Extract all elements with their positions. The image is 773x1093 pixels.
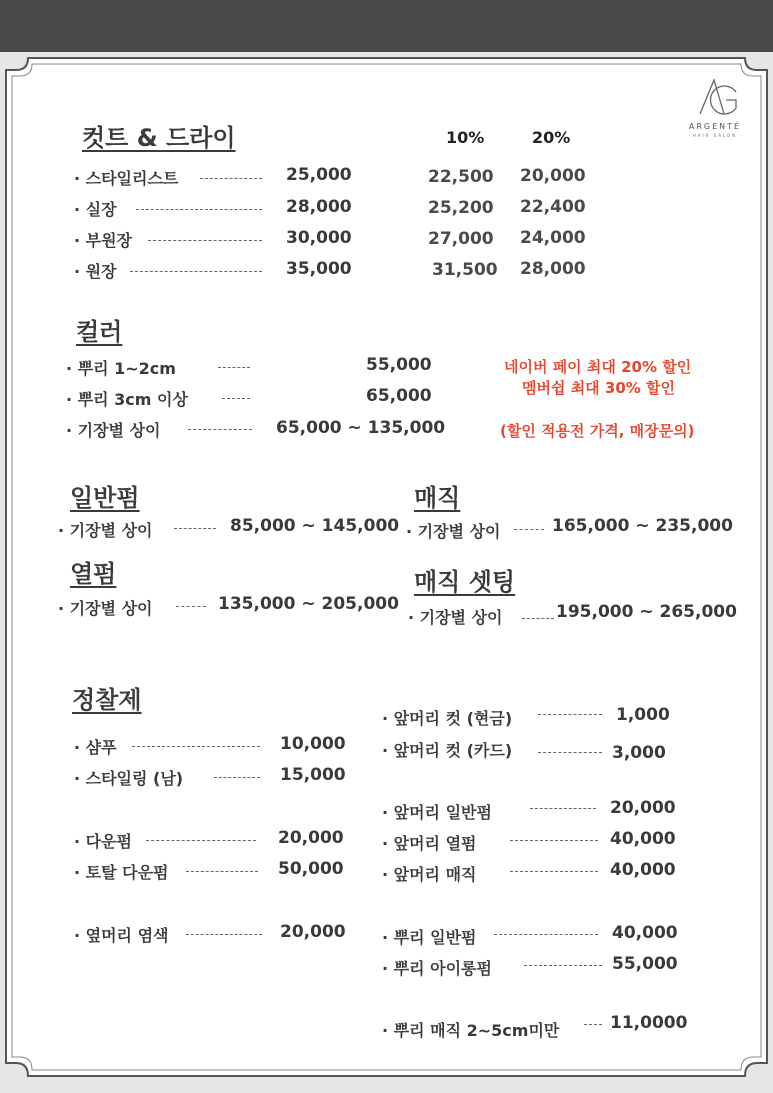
dotted-leader	[188, 429, 252, 430]
fixed-left-total-downperm-price: 50,000	[278, 859, 344, 879]
magic-setting-title: 매직 셋팅	[414, 568, 516, 596]
fixed-right-bangs-cash-price: 1,000	[616, 705, 670, 725]
fixed-right-bangs-card: · 앞머리 컷 (카드)	[382, 741, 513, 760]
fixed-right-bangs-heat-price: 40,000	[610, 829, 676, 849]
cut-d20-deputy: 24,000	[520, 228, 586, 248]
perm-label: · 기장별 상이	[58, 521, 153, 540]
fixed-left-side-dye-price: 20,000	[280, 922, 346, 942]
magic-price: 165,000 ~ 235,000	[552, 516, 733, 536]
color-price-root12: 55,000	[366, 355, 432, 375]
cut-title: 컷트 & 드라이	[82, 124, 236, 152]
fixed-left-side-dye: · 옆머리 염색	[74, 926, 169, 945]
fixed-left-total-downperm: · 토탈 다운펌	[74, 863, 169, 882]
magic-setting-price: 195,000 ~ 265,000	[556, 602, 737, 622]
cut-d20-manager: 22,400	[520, 197, 586, 217]
fixed-right-bangs-cash: · 앞머리 컷 (현금)	[382, 709, 513, 728]
dotted-leader	[148, 240, 262, 241]
fixed-right-root-iron-price: 55,000	[612, 954, 678, 974]
fixed-left-shampoo-price: 10,000	[280, 734, 346, 754]
fixed-price-title: 정찰제	[72, 686, 142, 714]
dotted-leader	[200, 178, 262, 179]
top-header-bar	[0, 0, 773, 52]
fixed-right-root-iron: · 뿌리 아이롱펌	[382, 959, 492, 978]
logo-brand-text: ARGENTÉ	[688, 122, 742, 131]
dotted-leader	[510, 871, 598, 872]
cut-price-stylist: 25,000	[286, 165, 352, 185]
heat-perm-label: · 기장별 상이	[58, 599, 153, 618]
fixed-right-root-magic-price: 11,0000	[610, 1013, 688, 1033]
cut-d10-manager: 25,200	[428, 198, 494, 218]
dotted-leader	[510, 840, 598, 841]
dotted-leader	[132, 746, 260, 747]
cut-d20-stylist: 20,000	[520, 166, 586, 186]
fixed-right-root-perm-price: 40,000	[612, 923, 678, 943]
cut-price-director: 35,000	[286, 259, 352, 279]
fixed-right-bangs-magic-price: 40,000	[610, 860, 676, 880]
heat-perm-price: 135,000 ~ 205,000	[218, 594, 399, 614]
color-price-root3: 65,000	[366, 386, 432, 406]
logo-sub-text: HAIR SALON	[692, 133, 738, 138]
color-label-length: · 기장별 상이	[66, 421, 161, 440]
fixed-right-bangs-card-price: 3,000	[612, 743, 666, 763]
dotted-leader	[584, 1024, 602, 1025]
color-title: 컬러	[76, 318, 123, 346]
argente-logo-icon	[680, 74, 750, 122]
discount-10-header: 10%	[446, 128, 485, 147]
dotted-leader	[524, 965, 602, 966]
dotted-leader	[494, 934, 598, 935]
fixed-right-bangs-heat: · 앞머리 열펌	[382, 834, 477, 853]
dotted-leader	[146, 840, 256, 841]
discount-disclaimer-note: (할인 적용전 가격, 매장문의)	[500, 422, 695, 440]
dotted-leader	[130, 271, 262, 272]
fixed-right-bangs-magic: · 앞머리 매직	[382, 865, 477, 884]
dotted-leader	[174, 528, 216, 529]
cut-label-deputy: · 부원장	[74, 231, 133, 250]
dotted-leader	[222, 398, 250, 399]
magic-label: · 기장별 상이	[406, 522, 501, 541]
cut-label-manager: · 실장	[74, 200, 117, 219]
dotted-leader	[214, 777, 260, 778]
color-label-root3: · 뿌리 3cm 이상	[66, 390, 188, 409]
naver-pay-discount-note: 네이버 페이 최대 20% 할인	[504, 358, 692, 376]
fixed-right-bangs-perm: · 앞머리 일반펌	[382, 803, 492, 822]
dotted-leader	[136, 209, 262, 210]
dotted-leader	[522, 618, 554, 619]
discount-20-header: 20%	[532, 128, 571, 147]
dotted-leader	[218, 367, 250, 368]
cut-d10-stylist: 22,500	[428, 167, 494, 187]
membership-discount-note: 멤버쉽 최대 30% 할인	[522, 379, 676, 397]
fixed-left-downperm: · 다운펌	[74, 832, 133, 851]
fixed-left-shampoo: · 샴푸	[74, 738, 117, 757]
fixed-left-styling-price: 15,000	[280, 765, 346, 785]
cut-d10-director: 31,500	[432, 260, 498, 280]
dotted-leader	[530, 808, 596, 809]
dotted-leader	[176, 606, 206, 607]
cut-label-director: · 원장	[74, 262, 117, 281]
dotted-leader	[186, 871, 258, 872]
dotted-leader	[538, 752, 602, 753]
color-label-root12: · 뿌리 1~2cm	[66, 359, 176, 378]
salon-logo	[680, 74, 750, 144]
cut-label-stylist: · 스타일리스트	[74, 169, 179, 188]
fixed-left-downperm-price: 20,000	[278, 828, 344, 848]
fixed-right-bangs-perm-price: 20,000	[610, 798, 676, 818]
dotted-leader	[186, 934, 262, 935]
dotted-leader	[538, 714, 602, 715]
perm-price: 85,000 ~ 145,000	[230, 516, 400, 536]
color-price-length: 65,000 ~ 135,000	[276, 418, 446, 438]
cut-price-manager: 28,000	[286, 197, 352, 217]
fixed-left-styling: · 스타일링 (남)	[74, 769, 184, 788]
fixed-right-root-magic: · 뿌리 매직 2~5cm미만	[382, 1021, 560, 1040]
fixed-right-root-perm: · 뿌리 일반펌	[382, 928, 477, 947]
magic-title: 매직	[414, 484, 461, 512]
dotted-leader	[514, 529, 544, 530]
perm-title: 일반펌	[70, 484, 140, 512]
cut-price-deputy: 30,000	[286, 228, 352, 248]
cut-d20-director: 28,000	[520, 259, 586, 279]
heat-perm-title: 열펌	[70, 560, 117, 588]
magic-setting-label: · 기장별 상이	[408, 608, 503, 627]
cut-d10-deputy: 27,000	[428, 229, 494, 249]
